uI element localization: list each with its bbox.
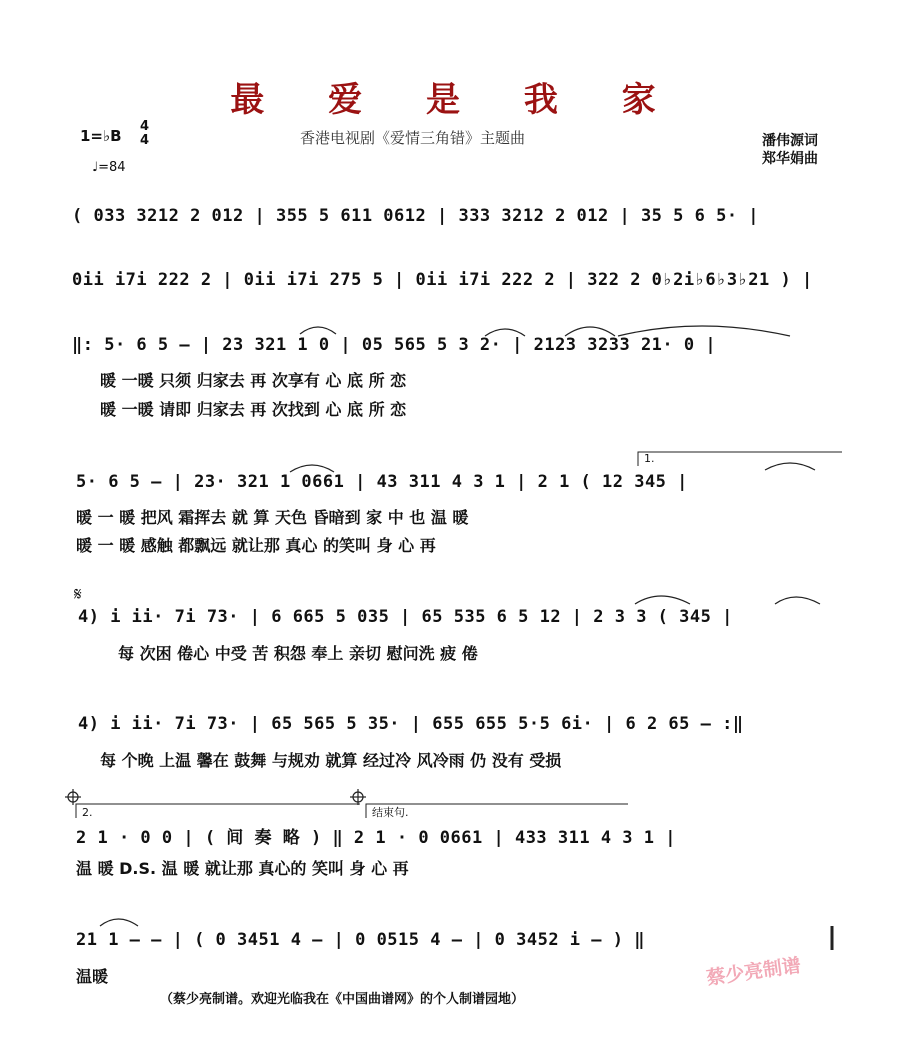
footer-note: （蔡少亮制谱。欢迎光临我在《中国曲谱网》的个人制谱园地）	[160, 992, 525, 1007]
slur	[775, 597, 820, 604]
score-row-3: ‖: 5· 6 5 – | 23 321 1 0 | 05 565 5 3 2· | 2123 3233 21· 0 |	[72, 335, 717, 355]
volta-2-label: 2.	[82, 806, 93, 819]
lyrics-row-4-verse-1: 暖 一 暖 把风 霜挥去 就 算 天色 昏暗到 家 中 也 温 暖	[76, 508, 469, 527]
tempo-marking: ♩=84	[92, 160, 126, 175]
lyrics-row-3-verse-2: 暖 一暖 请即 归家去 再 次找到 心 底 所 恋	[100, 400, 407, 419]
lyrics-row-6: 每 个晚 上温 馨在 鼓舞 与规劝 就算 经过冷 风冷雨 仍 没有 受损	[100, 751, 562, 770]
coda-icon	[350, 789, 366, 805]
score-row-1: ( 033 3212 2 012 | 355 5 611 0612 | 333 3212 2 012 | 35 5 6 5· |	[72, 206, 760, 226]
lyrics-row-5: 每 次困 倦心 中受 苦 积怨 奉上 亲切 慰问洗 疲 倦	[118, 644, 478, 663]
key-signature: 1=♭B	[80, 127, 122, 145]
lyrics-row-3-verse-1: 暖 一暖 只须 归家去 再 次享有 心 底 所 恋	[100, 371, 407, 390]
coda-icon	[65, 789, 81, 805]
score-row-2: 0ii i7i 222 2 | 0ii i7i 275 5 | 0ii i7i 222 2 | 322 2 0♭2i♭6♭3♭21 ) |	[72, 270, 813, 290]
time-signature	[140, 120, 149, 148]
song-title: 最 爱 是 我 家	[230, 80, 682, 120]
time-signature-bottom: 4	[140, 133, 150, 148]
volta-1-bracket	[638, 452, 842, 466]
score-row-6: 4) i ii· 7i 73· | 65 565 5 35· | 655 655 5·5 6i· | 6 2 65 – :‖	[78, 714, 744, 734]
lyrics-row-4-verse-2: 暖 一 暖 感触 都飘远 就让那 真心 的笑叫 身 心 再	[76, 536, 436, 555]
time-signature-top: 4	[140, 119, 150, 134]
lyrics-row-7: 温 暖 D.S. 温 暖 就让那 真心的 笑叫 身 心 再	[76, 859, 409, 878]
subtitle: 香港电视剧《爱情三角错》主题曲	[300, 129, 526, 147]
volta-1-label: 1.	[644, 452, 655, 465]
composer: 郑华娟曲	[762, 151, 818, 167]
score-row-8: 21 1 – – | ( 0 3451 4 – | 0 0515 4 – | 0 3452 i – ) ‖	[76, 930, 645, 950]
slur	[765, 463, 815, 470]
lyrics-row-8: 温暖	[76, 967, 109, 986]
ending-label: 结束句.	[372, 806, 409, 819]
score-row-5: 4) i ii· 7i 73· | 6 665 5 035 | 65 535 6 5 12 | 2 3 3 ( 345 |	[78, 607, 733, 627]
volta-2-bracket	[76, 804, 360, 818]
score-row-7: 2 1 · 0 0 | ( 间 奏 略 ) ‖ 2 1 · 0 0661 | 433 311 4 3 1 |	[76, 828, 676, 848]
slur	[100, 919, 138, 926]
slur	[635, 596, 690, 604]
slur	[290, 465, 334, 472]
score-row-4: 5· 6 5 – | 23· 321 1 0661 | 43 311 4 3 1 | 2 1 ( 12 345 |	[76, 472, 688, 492]
segno-icon: 𝄋	[74, 584, 82, 605]
watermark: 蔡少亮制谱	[705, 954, 803, 990]
slur	[300, 327, 336, 334]
lyricist: 潘伟源词	[762, 133, 818, 149]
